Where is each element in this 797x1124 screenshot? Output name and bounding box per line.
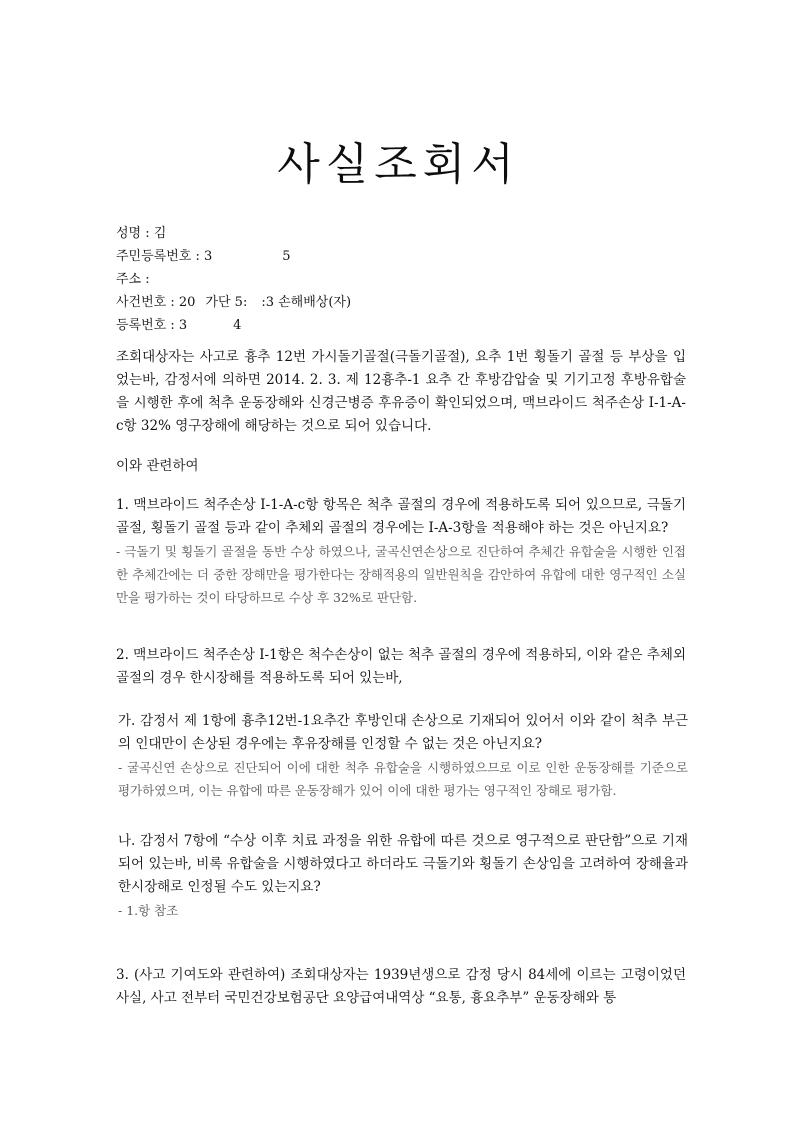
rrn-tail: 5	[282, 249, 291, 264]
address-field	[116, 268, 351, 291]
question-2: 2. 맥브라이드 척주손상 I-1항은 척수손상이 없는 척추 골절의 경우에 적용하되, 이와 같은 추체외 골절의 경우 한시장해를 적용하도록 되어 있는바,	[116, 647, 686, 686]
question-2-ga	[118, 710, 688, 802]
intro-paragraph: 조회대상자는 사고로 흉추 12번 가시돌기골절(극돌기골절), 요추 1번 횡돌기 골절 등 부상을 입었는바, 감정서에 의하면 2014. 2. 3. 제 12흉추-1 요추 간 후방감압술 및 기기고정 후방유합술을 시행한 후에 척추 운동장해와 신경근병증 후유증이 확인되었으며, 맥브라이드 척주손상 I-1-A-c항 32% 영구장해에 해당하는 것으로 되어 있습니다.	[116, 349, 686, 434]
question-1	[116, 494, 686, 609]
case-label: 사건번호 : 20	[116, 295, 196, 310]
question-2-ga-text: 가. 감정서 제 1항에 흉추12번-1요추간 후방인대 손상으로 기재되어 있어서 이와 같이 척추 부근의 인대만이 손상된 경우에는 후유장해를 인정할 수 없는 것은 아닌지요?	[118, 713, 688, 752]
answer-2-ga-text: - 굴곡신연 손상으로 진단되어 이에 대한 척추 유합술을 시행하였으므로 이로 인한 운동장해를 기준으로 평가하였으며, 이는 유합에 따른 운동장해가 있어 이에 대한 평가는 영구적인 장해로 평가함.	[118, 760, 688, 798]
name-field	[116, 222, 351, 245]
question-2-na	[118, 830, 688, 922]
question-3: 3. (사고 기여도와 관련하여) 조회대상자는 1939년생으로 감정 당시 84세에 이르는 고령이었던 사실, 사고 전부터 국민건강보험공단 요양급여내역상 “요통, 흉요추부” 운동장해와 통	[116, 967, 686, 1006]
answer-1-text: - 극돌기 및 횡돌기 골절을 동반 수상 하였으나, 굴곡신연손상으로 진단하여 추체간 유합술을 시행한 인접한 추체간에는 더 중한 장해만을 평가한다는 장해적용의 일반원칙을 감안하여 유합에 대한 영구적인 소실만을 평가하는 것이 타당하므로 수상 후 32%로 판단함.	[116, 544, 686, 605]
case-mid: 가단 5:	[205, 295, 248, 310]
header-fields	[116, 222, 351, 337]
case-tail: :3 손해배상(자)	[261, 295, 352, 310]
reg-label: 등록번호 : 3	[116, 318, 188, 333]
name-label: 성명 : 김	[116, 226, 167, 241]
address-label: 주소 :	[116, 272, 150, 287]
reg-field	[116, 314, 351, 337]
question-2-na-text: 나. 감정서 7항에 “수상 이후 치료 과정을 위한 유합에 따른 것으로 영구적으로 판단함”으로 기재되어 있는바, 비록 유합술을 시행하였다고 하더라도 극돌기와 횡돌기 손상임을 고려하여 장해율과 한시장해로 인정될 수도 있는지요?	[118, 833, 688, 895]
rrn-field	[116, 245, 351, 268]
question-1-text: 1. 맥브라이드 척주손상 I-1-A-c항 항목은 척추 골절의 경우에 적용하도록 되어 있으므로, 극돌기골절, 횡돌기 골절 등과 같이 추체외 골절의 경우에는 I-A-3항을 적용해야 하는 것은 아닌지요?	[116, 497, 686, 536]
related-heading: 이와 관련하여	[116, 458, 199, 474]
answer-2-na-text: - 1.항 참조	[118, 903, 179, 918]
document-title: 사실조회서	[277, 139, 520, 190]
rrn-label: 주민등록번호 : 3	[116, 249, 213, 264]
reg-tail: 4	[233, 318, 242, 333]
case-field	[116, 291, 351, 314]
